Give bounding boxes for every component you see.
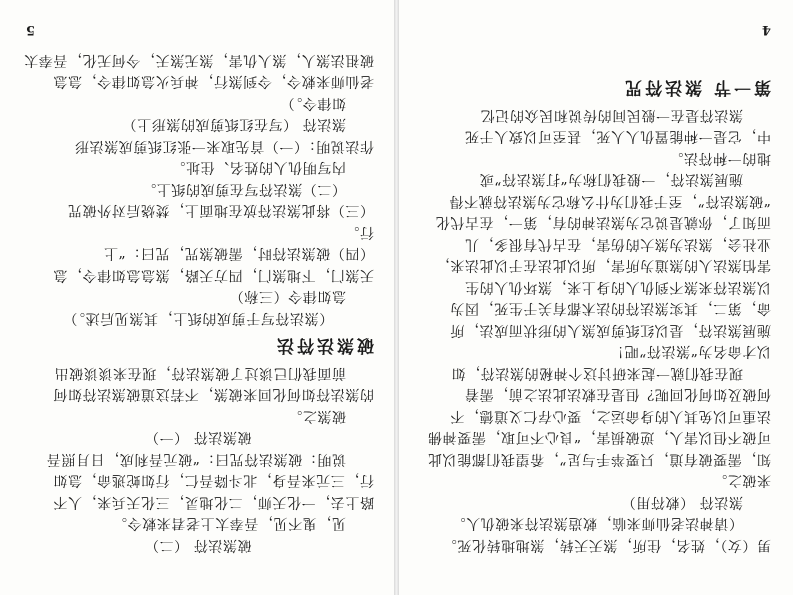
text-line: 的煞法符如何化回来破煞，不若这道破煞法符如何 (52, 386, 374, 403)
text-line: 破煞法符 （二） (144, 537, 252, 553)
text-line: 如律令。） (280, 95, 346, 111)
text-line: （请神法老仙师来临，敕造煞法符来破仇人。 (451, 515, 743, 532)
text-line: 内写明仇人的姓名、住址。 (170, 159, 346, 176)
text-line: 前面我们已谈过了破煞法符，现在来谈谈破出 (54, 365, 346, 381)
text-line: 老仙师来敕令，令到煞行，神兵火急如律令，急急 (52, 73, 374, 90)
text-line: 见，鬼不见，吾奉太上老君来敕令。 (112, 515, 346, 532)
text-line: 施展煞法符，是以红纸剪成煞人的形状而成法，所 (449, 322, 771, 338)
page-number: 5 (26, 22, 36, 37)
text-line: 业社会，煞法为煞大的伤害，在古代有很多，儿 (464, 236, 771, 252)
text-line: 破煞之。 (287, 408, 346, 424)
text-line: 行。 (344, 224, 374, 240)
left-page-text (22, 49, 374, 556)
right-page (397, 0, 793, 595)
text-line: （四）破煞法符时，需破煞咒，咒曰：“上 (103, 245, 374, 262)
page-number: 4 (761, 22, 771, 37)
text-line: 法重可以免其人的身命运之，要心存仁义道德，不 (449, 408, 771, 424)
section-heading: 破煞法符法 (274, 335, 374, 356)
text-line: 命，第二，其实煞法符的法术都有关于生死，因为 (449, 300, 771, 317)
text-line: 现在我们就一起来研讨这个神秘的煞法符，如 (451, 365, 743, 381)
text-line: 急如律令（三称） (229, 288, 346, 305)
text-line: （煞法符写于剪成的纸上，其煞见后述。） (62, 310, 334, 326)
text-line: 何破及如何化回呢？但是在敕法此法之前，需着 (464, 386, 771, 403)
text-line: 害怕煞法人的煞道为所害，所以此法在于以此法来， (435, 257, 771, 274)
text-line: 来破之。 (712, 472, 771, 489)
text-line: 破祖法煞人，煞人仇害，煞无煞天，今何无化，吾奉太 (23, 52, 374, 68)
text-line: 可破不但以害人，逆破损害，“良心不可取，需要神佛 (427, 429, 771, 446)
text-line: 天煞门，下地煞门，四方天路，煞急急如律令，急 (52, 267, 374, 283)
text-line: 行，三元来吾身，北斗降吾仁，行如蛇逃命，急如 (52, 472, 374, 489)
text-line: 破煞法符 （一） (144, 429, 252, 446)
text-line: 煞法符 （敕符用） (621, 494, 743, 510)
text-line: 以才命名为“煞法符”吧！ (609, 343, 771, 360)
text-line: 路上去，一化天师，二化地灵，三化天兵来，人不 (52, 494, 374, 510)
text-line: 施展煞法符，一般我们称为“打煞法符”或 (479, 171, 743, 188)
section-heading: 第一节 煞法符咒 (622, 77, 771, 98)
left-page-rotated-content (0, 0, 396, 595)
text-line: 说明：破煞法符咒曰：“破元吾利成，日月照吾 (46, 451, 346, 467)
text-line: 知，需要破有道，只要举手与足”，希望我们都能以此 (427, 451, 771, 467)
text-line: 男（女），姓名，住所，煞天天转，煞地地转化死。 (442, 537, 771, 553)
text-line: （二）煞法符写在剪成的纸上。 (141, 181, 346, 197)
right-page-text (419, 70, 771, 555)
text-line: （三）将此煞法符放在地面上，焚烧后对外破咒 (67, 202, 374, 219)
text-line: 地的一种符法。 (668, 150, 771, 166)
right-page-rotated-content (397, 0, 793, 595)
left-page (0, 0, 396, 595)
text-line: 中，它是一种能置仇人人死，甚至可以致人于死 (464, 128, 771, 145)
text-line: 以煞法符来煞不到仇人的身上来，煞坏仇人的生 (464, 279, 771, 295)
text-line: 煞法符 （写在红纸剪成的煞形上） (121, 116, 346, 133)
text-line: 作法说明：（一）首先取来一张红纸剪成煞法形 (74, 138, 374, 154)
text-line: “破煞法符”，至于我们为什么称它为煞法符就不得 (448, 193, 771, 209)
text-line: 而知了，你就是说它为煞法神的有，第一，在古代化 (435, 214, 771, 231)
text-line: 煞法符是在一般民间的传说和民众的记忆 (480, 107, 743, 123)
